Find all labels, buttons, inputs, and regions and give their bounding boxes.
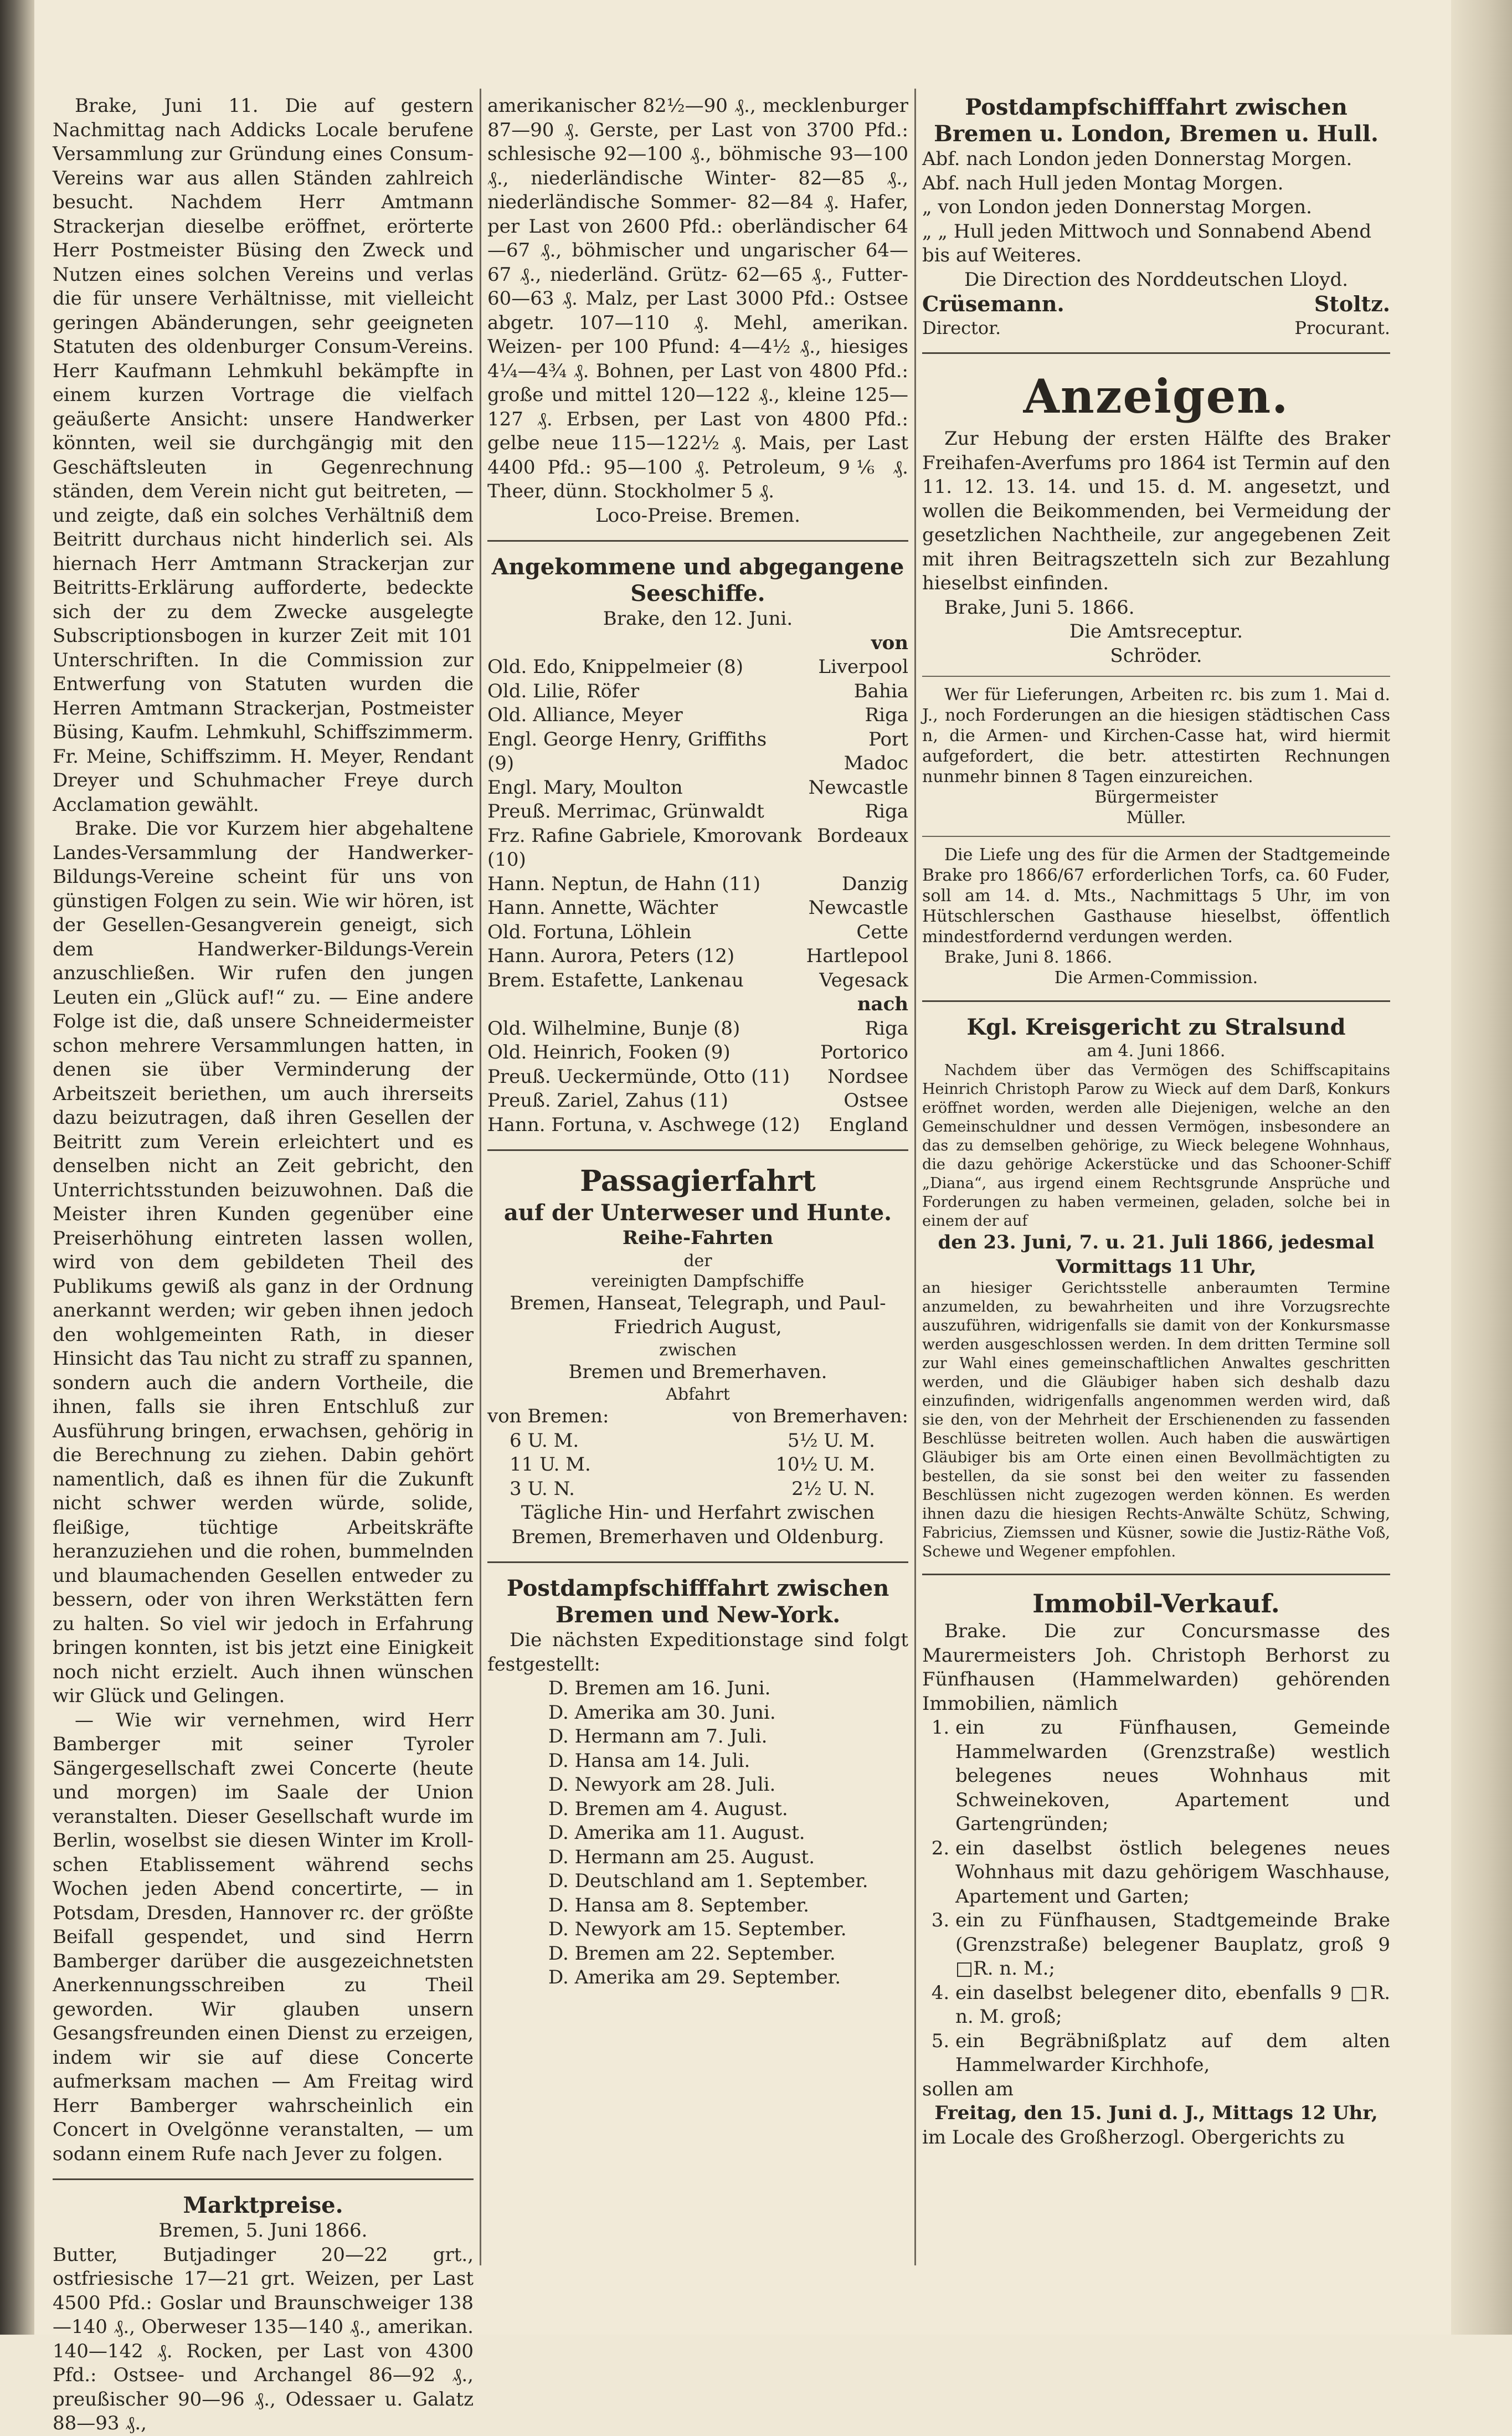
passage-daily: Tägliche Hin- und Herfahrt zwischen Bremen, Bremerhaven und Oldenburg. — [511, 1502, 884, 1548]
arrivals-list — [487, 655, 908, 993]
timetable-header — [487, 1405, 908, 1429]
passage-ships: Bremen, Hanseat, Telegraph, und Paul-Friedrich August, — [510, 1292, 886, 1338]
ship-row — [487, 703, 908, 728]
arrivals-label: von — [871, 631, 908, 654]
signature-director: Crüsemann. — [922, 291, 1064, 316]
column-divider — [480, 89, 481, 2265]
immobil-sollen: sollen am — [922, 2078, 1014, 2100]
section-divider — [922, 352, 1390, 354]
passage-vereinigten: vereinigten Dampfschiffe — [591, 1271, 805, 1291]
immobil-end: im Locale des Großherzogl. Obergerichts zu — [922, 2126, 1345, 2149]
ship-row — [487, 921, 908, 945]
timetable-row — [487, 1477, 908, 1502]
ship-port: Riga — [865, 800, 908, 823]
from-bremen-label: von Bremen: — [487, 1405, 609, 1427]
ad-torf-date: Brake, Juni 8. 1866. — [944, 948, 1113, 967]
section-divider — [487, 1561, 908, 1563]
immobil-title: Immobil-Verkauf. — [1032, 1589, 1280, 1618]
lloyd-direction: Die Direction des Norddeutschen Lloyd. — [964, 268, 1349, 291]
kreisgericht-title: Kgl. Kreisgericht zu Stralsund — [966, 1014, 1346, 1040]
departure-bremen: 3 U. N. — [510, 1477, 575, 1500]
departure-bremen: 6 U. M. — [510, 1429, 579, 1452]
newyork-title: Postdampfschifffahrt zwischen Bremen und New-York. — [506, 1575, 889, 1628]
market-prices-cont: amerikanischer 82½—90 ₰., mecklenburger 87—90 ₰. Gerste, per Last von 3700 Pfd.: schlesische 92—100 ₰., böhmische 93—100 ₰., niederländische Winter- 82—85 ₰., niederländische Sommer- 82—84 ₰. Hafer, per Last von 2600 Pfd.: oberländischer 64—67 ₰., böhmischer und ungarischer 64—67 ₰., niederländ. Grütz- 62—65 ₰., Futter- 60—63 ₰. Malz, per Last 3000 Pfd.: Ostsee abgetr. 107—110 ₰. Mehl, amerikan. Weizen- per 100 Pfund: 4—4½ ₰., hiesiges 4¼—4¾ ₰. Bohnen, per Last von 4800 Pfd.: große und mittel 120—122 ₰., kleine 125—127 ₰. Erbsen, per Last von 4800 Pfd.: gelbe neue 115—122½ ₰. Mais, per Last 4400 Pfd.: 95—100 ₰. Petroleum, 9⅙ ₰. Theer, dünn. Stockholmer 5 ₰. — [487, 95, 908, 502]
ship-name: Hann. Annette, Wächter — [487, 897, 718, 919]
ship-row — [487, 776, 908, 800]
departures-list — [487, 1017, 908, 1138]
london-hull-schedule — [922, 147, 1390, 268]
ship-port: England — [829, 1113, 908, 1136]
ad-freihafen: Zur Hebung der ersten Hälfte des Braker Freihafen-Averfums pro 1864 ist Termin auf den 11. 12. 13. 14. und 15. d. M. angesetzt, und wollen die Beikommenden, bei Vermeidung der gesetzlichen Nachtheile, zur angegebenen Zeit mit ihren Beitragszetteln sich zur Bezahlung hieselbst einfinden. — [922, 428, 1390, 594]
market-title: Marktpreise. — [183, 2192, 343, 2218]
section-divider — [922, 1574, 1390, 1575]
market-footer: Loco-Preise. Bremen. — [595, 504, 800, 527]
passage-title: Passagierfahrt — [580, 1164, 816, 1198]
ship-port: Bordeaux — [817, 824, 908, 847]
market-date: Bremen, 5. Juni 1866. — [158, 2219, 368, 2242]
schedule-line: „ „ Hull jeden Mittwoch und Sonnabend Abend bis auf Weiteres. — [922, 220, 1372, 266]
ships-date: Brake, den 12. Juni. — [603, 608, 793, 630]
ship-port: Nordsee — [827, 1065, 908, 1088]
ad-divider — [922, 676, 1390, 677]
lloyd-signatures — [922, 292, 1390, 316]
schedule-line: „ von London jeden Donnerstag Morgen. — [922, 196, 1312, 218]
ship-port: Danzig — [842, 872, 908, 895]
ship-name: Old. Heinrich, Fooken (9) — [487, 1041, 731, 1063]
kreisgericht-text-1: Nachdem über das Vermögen des Schiffscapitains Heinrich Christoph Parow zu Wieck auf dem Darß, Konkurs eröffnet worden, werden alle Diejenigen, welche an den Gemeinschuldner und dessen Vermögen, insbesondere an das zu demselben gehörige, zu Wieck belegene Wohnhaus, die dazu gehörige Ackerstücke und das Schooner-Schiff „Diana“, aus irgend einem Rechtsgrunde Ansprüche und Forderungen zu haben vermeinen, geladen, solche bei in einem der auf — [922, 1062, 1390, 1230]
immobil-item: 2. ein daselbst östlich belegenes neues Wohnhaus mit dazu gehörigem Waschhause, Apartement und Garten; — [955, 1837, 1390, 1909]
ship-port: Riga — [865, 704, 908, 726]
timetable-row — [487, 1429, 908, 1453]
ship-name: Engl. George Henry, Griffiths (9) — [487, 728, 767, 774]
ship-row — [487, 1113, 908, 1138]
newyork-intro: Die nächsten Expeditionstage sind folgt festgestellt: — [487, 1629, 908, 1676]
news-handwerker: Brake. Die vor Kurzem hier abgehaltene Landes-Versammlung der Handwerker-Bildungs-Vereine scheint für uns von günstigen Folgen zu sein. Wie wir hören, ist der Gesellen-Gesangverein geneigt, sich dem Handwerker-Bildungs-Verein anzuschließen. Wir rufen den jungen Leuten ein „Glück auf!“ zu. — Eine andere Folge ist die, daß unsere Schneidermeister schon mehrere Versammlungen hatten, in denen sie über Verminderung der Arbeitszeit beriethen, um auch ihrerseits dazu beizutragen, daß ihren Gesellen der Beitritt zum Verein erleichtert und es denselben nicht an Zeit gebricht, den Unterrichtsstunden beizuwohnen. Daß die Meister ihren Kunden gegenüber eine Preiserhöhung eintreten lassen wollen, wird von dem gebildeten Theil des Publikums gewiß als ganz in der Ordnung anerkannt werden; wir geben ihnen jedoch den wohlgemeinten Rath, in dieser Hinsicht das Tau nicht zu straff zu spannen, sondern auch die andern Vortheile, die ihnen, falls sie ihren Entschluß zur Ausführung bringen, erwachsen, gehörig in die Berechnung zu ziehen. Dabin gehört namentlich, daß es ihnen für die Zukunft nicht schwer werden würde, solide, fleißige, tüchtige Arbeitskräfte heranzuziehen und die rohen, bummelnden und blaumachenden Gesellen entweder zu bessern, oder von ihren Werkstätten fern zu halten. So viel wir jedoch in Erfahrung bringen konnten, ist bis jetzt eine Einigkeit noch nicht erzielt. Auch ihnen wünschen wir Glück und Gelingen. — [53, 818, 474, 1707]
ship-port: Portorico — [820, 1041, 908, 1063]
passage-places: Bremen und Bremerhaven. — [568, 1360, 827, 1383]
market-prices: Butter, Butjadinger 20—22 grt., ostfriesische 17—21 grt. Weizen, per Last 4500 Pfd.: Goslar und Braunschweiger 138—140 ₰., Oberweser 135—140 ₰., amerikan. 140—142 ₰. Rocken, per Last von 4300 Pfd.: Ostsee- und Archangel 86—92 ₰., preußischer 90—96 ₰., Odessaer u. Galatz 88—93 ₰., — [53, 2243, 474, 2434]
kreisgericht-date: am 4. Juni 1866. — [1087, 1041, 1226, 1061]
signature-procurant: Stoltz. — [1314, 291, 1390, 316]
ad-freihafen-org: Die Amtsreceptur. — [1069, 620, 1243, 643]
ship-port: Newcastle — [808, 897, 908, 919]
ship-name: Hann. Neptun, de Hahn (11) — [487, 872, 761, 895]
ship-row — [487, 800, 908, 824]
ship-name: Hann. Aurora, Peters (12) — [487, 945, 735, 967]
passage-subtitle: auf der Unterweser und Hunte. — [503, 1200, 892, 1226]
ship-row — [487, 969, 908, 993]
ship-row — [487, 1017, 908, 1041]
ship-name: Engl. Mary, Moulton — [487, 776, 683, 799]
ship-name: Preuß. Merrimac, Grünwaldt — [487, 800, 764, 823]
expedition-date: D. Amerika am 29. September. — [548, 1966, 841, 1988]
section-divider — [487, 540, 908, 542]
immobil-intro: Brake. Die zur Concursmasse des Maurermeisters Joh. Christoph Berhorst zu Fünfhausen (Hammelwarden) gehörenden Immobilien, nämlich — [922, 1620, 1390, 1715]
ship-name: Frz. Rafine Gabriele, Kmorovank (10) — [487, 824, 802, 871]
ad-freihafen-name: Schröder. — [1110, 644, 1202, 667]
ship-row — [487, 944, 908, 969]
ad-lieferungen-org: Bürgermeister — [1094, 788, 1218, 807]
ship-port: Hartlepool — [806, 945, 908, 967]
departure-bremerhaven: 2½ U. N. — [791, 1477, 875, 1500]
news-consum-verein: Brake, Juni 11. Die auf gestern Nachmittag nach Addicks Locale berufene Versammlung zur Gründung eines Consum-Vereins war aus allen Ständen zahlreich besucht. Nachdem Herr Amtmann Strackerjan dieselbe eröffnet, erörterte Herr Postmeister Büsing den Zweck und Nutzen eines solchen Vereins und verlas die für unsere Verhältnisse, mit vielleicht geringen Abänderungen, sehr geeigneten Statuten des oldenburger Consum-Vereins. Herr Kaufmann Lehmkuhl bekämpfte in einem kurzen Vortrage die vielfach geäußerte Ansicht: unsere Handwerker könnten, weil sie durchgängig mit den Geschäftsleuten in Gegenrechnung ständen, dem Verein nicht gut beitreten, — und zeigte, daß ein solches Verhältniß dem Beitritt durchaus nicht hinderlich sei. Als hiernach Herr Amtmann Strackerjan zur Beitritts-Erklärung aufforderte, bedeckte sich der zu dem Zwecke ausgelegte Subscriptionsbogen in kurzer Zeit mit 101 Unterschriften. In die Commission zur Entwerfung von Statuten wurden die Herren Amtmann Strackerjan, Postmeister Büsing, Kaufm. Lehmkuhl, Schiffszimmerm. Fr. Meine, Schiffszimm. H. Meyer, Rendant Dreyer und Schuhmacher Freye durch Acclamation gewählt. — [53, 95, 474, 816]
expedition-date: D. Amerika am 30. Juni. — [548, 1701, 776, 1724]
ship-row — [487, 872, 908, 897]
ad-lieferungen: Wer für Lieferungen, Arbeiten rc. bis zum 1. Mai d. J., noch Forderungen an die hiesigen städtischen Cass n, die Armen- und Kirchen-Casse hat, wird hiermit aufgefordert, die betr. attestirten Rechnungen nunmehr binnen 8 Tagen einzureichen. — [922, 685, 1390, 787]
ad-freihafen-date: Brake, Juni 5. 1866. — [944, 596, 1135, 619]
kreisgericht-text-2: an hiesiger Gerichtsstelle anberaumten Termine anzumelden, zu bewahrheiten und ihre Vorzugsrechte auszuführen, widrigenfalls sie damit von der Konkursmasse werden ausgeschlossen werden. In dem dritten Termine soll zur Wahl eines gemeinschaftlichen Anwaltes geschritten werden, und die Gläubiger haben sich deshalb dazu einzufinden, widrigenfalls angenommen werden wird, daß sie den, von der Mehrheit der Erschienenden zu fassenden Beschlüsse beitreten wollen. Auch haben die auswärtigen Gläubiger bis am Orte einen einen Bevollmächtigten zu bestellen, da sie sonst bei den weiter zu fassenden Beschlüssen nicht zugezogen werden können. Es werden ihnen dazu die hiesigen Rechts-Anwälte Schütz, Schwing, Fabricius, Ziemssen und Küsner, sowie die Justiz-Räthe Voß, Schewe und Wegener empfohlen. — [922, 1279, 1390, 1560]
newyork-dates — [487, 1677, 908, 1990]
ship-name: Hann. Fortuna, v. Aschwege (12) — [487, 1113, 800, 1136]
immobil-items — [922, 1716, 1390, 2078]
expedition-date: D. Hansa am 8. September. — [548, 1894, 809, 1916]
passage-reihe: Reihe-Fahrten — [622, 1227, 774, 1249]
ad-divider — [922, 836, 1390, 837]
lloyd-roles — [922, 316, 1390, 341]
section-divider — [487, 1149, 908, 1151]
departure-bremerhaven: 5½ U. M. — [787, 1429, 875, 1452]
expedition-date: D. Bremen am 22. September. — [548, 1942, 836, 1965]
ship-port: Cette — [856, 921, 908, 943]
immobil-date: Freitag, den 15. Juni d. J., Mittags 12 Uhr, — [934, 2102, 1378, 2124]
ship-name: Brem. Estafette, Lankenau — [487, 969, 744, 991]
section-divider — [922, 1000, 1390, 1002]
ad-torf-org: Die Armen-Commission. — [1054, 968, 1258, 988]
ship-port: Newcastle — [808, 776, 908, 799]
expedition-date: D. Amerika am 11. August. — [548, 1822, 805, 1844]
timetable — [487, 1429, 908, 1502]
column-3 — [922, 94, 1390, 2288]
schedule-line: Abf. nach Hull jeden Montag Morgen. — [922, 172, 1284, 194]
expedition-date: D. Newyork am 28. Juli. — [548, 1774, 776, 1796]
ad-torf: Die Liefe ung des für die Armen der Stadtgemeinde Brake pro 1866/67 erforderlichen Torfs, ca. 60 Fuder, soll am 14. d. Mts., Nachmittags 5 Uhr, im von Hütschlerschen Gasthause hieselbst, öffentlich mindestfordernd verdungen werden. — [922, 845, 1390, 947]
anzeigen-heading: Anzeigen. — [1023, 369, 1289, 424]
ship-name: Old. Edo, Knippelmeier (8) — [487, 656, 744, 678]
ships-title: Angekommene und abgegangene Seeschiffe. — [491, 554, 904, 607]
expedition-date: D. Bremen am 16. Juni. — [548, 1677, 771, 1699]
expedition-date: D. Bremen am 4. August. — [548, 1797, 788, 1820]
immobil-item: 4. ein daselbst belegener dito, ebenfalls 9 □R. n. M. groß; — [955, 1981, 1390, 2029]
ship-name: Old. Alliance, Meyer — [487, 704, 683, 726]
ship-port: Vegesack — [819, 969, 908, 991]
departure-bremerhaven: 10½ U. M. — [775, 1453, 875, 1476]
column-divider — [914, 89, 916, 2265]
binding-gutter — [0, 0, 34, 2335]
ad-lieferungen-name: Müller. — [1126, 808, 1186, 828]
departure-bremen: 11 U. M. — [510, 1453, 591, 1476]
departures-label: nach — [857, 993, 908, 1015]
immobil-item: 3. ein zu Fünfhausen, Stadtgemeinde Brake (Grenzstraße) belegener Bauplatz, groß 9 □R. n. M.; — [955, 1909, 1390, 1981]
ship-row — [487, 680, 908, 704]
ship-name: Old. Wilhelmine, Bunje (8) — [487, 1017, 740, 1040]
section-divider — [53, 2178, 474, 2180]
expedition-date: D. Deutschland am 1. September. — [548, 1870, 868, 1892]
london-hull-title: Postdampfschifffahrt zwischen Bremen u. London, Bremen u. Hull. — [934, 94, 1379, 147]
column-1 — [53, 94, 474, 2434]
ship-row — [487, 1089, 908, 1113]
ship-port: Bahia — [853, 680, 908, 702]
ship-row — [487, 896, 908, 921]
expedition-date: D. Newyork am 15. September. — [548, 1918, 847, 1940]
ship-row — [487, 655, 908, 680]
expedition-date: D. Hermann am 25. August. — [548, 1846, 815, 1868]
schedule-line: Abf. nach London jeden Donnerstag Morgen. — [922, 148, 1352, 170]
ship-port: Ostsee — [844, 1089, 908, 1112]
role-director: Director. — [922, 317, 1001, 338]
column-2 — [487, 94, 908, 2288]
passage-abfahrt: Abfahrt — [666, 1385, 730, 1404]
role-procurant: Procurant. — [1294, 317, 1390, 338]
ship-name: Old. Lilie, Röfer — [487, 680, 640, 702]
passage-zwischen: zwischen — [659, 1340, 737, 1360]
ship-port: Riga — [865, 1017, 908, 1040]
news-bamberger: — Wie wir vernehmen, wird Herr Bamberger mit seiner Tyroler Sängergesellschaft zwei Concerte (heute und morgen) im Saale der Union veranstalten. Dieser Gesellschaft wurde im Berlin, woselbst sie diesen Winter im Kroll-schen Etablissement während sechs Wochen jeden Abend concertirte, — in Potsdam, Dresden, Hannover rc. der größte Beifall gespendet, und sind Herrn Bamberger darüber die ausgezeichnetsten Anerkennungsschreiben zu Theil geworden. Wir glauben unsern Gesangsfreunden einen Dienst zu erzeigen, indem wir sie auf diese Concerte aufmerksam machen — Am Freitag wird Herr Bamberger wahrscheinlich ein Concert in Ovelgönne veranstalten, — um sodann einem Rufe nach Jever zu folgen. — [53, 1709, 474, 2165]
ship-row — [487, 728, 908, 776]
ship-name: Preuß. Zariel, Zahus (11) — [487, 1089, 728, 1112]
expedition-date: D. Hansa am 14. Juli. — [548, 1749, 750, 1772]
ship-row — [487, 824, 908, 872]
timetable-row — [487, 1453, 908, 1477]
ship-row — [487, 1065, 908, 1089]
ship-port: Port Madoc — [844, 728, 908, 774]
ship-row — [487, 1041, 908, 1065]
passage-der: der — [683, 1251, 712, 1271]
expedition-date: D. Hermann am 7. Juli. — [548, 1725, 768, 1748]
from-bremerhaven-label: von Bremerhaven: — [732, 1405, 908, 1427]
kreisgericht-terms: den 23. Juni, 7. u. 21. Juli 1866, jedesmal Vormittags 11 Uhr, — [938, 1231, 1375, 1278]
ship-name: Preuß. Ueckermünde, Otto (11) — [487, 1065, 790, 1088]
ship-port: Liverpool — [818, 656, 908, 678]
page-edge — [1451, 0, 1512, 2335]
immobil-item: 5. ein Begräbnißplatz auf dem alten Hammelwarder Kirchhofe, — [955, 2029, 1390, 2078]
ship-name: Old. Fortuna, Löhlein — [487, 921, 692, 943]
immobil-item: 1. ein zu Fünfhausen, Gemeinde Hammelwarden (Grenzstraße) westlich belegenes neues Wohnhaus mit Schweinekoven, Apartement und Gartengründen; — [955, 1716, 1390, 1837]
